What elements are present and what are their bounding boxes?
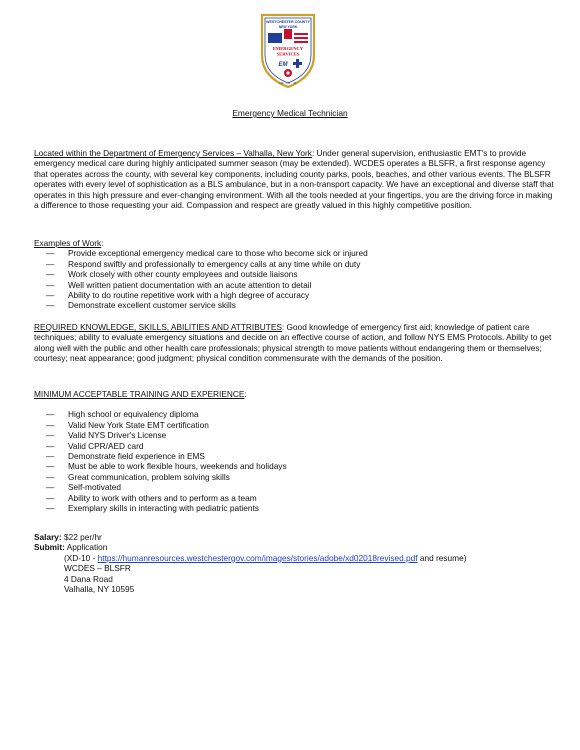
list-item: — High school or equivalency diploma — [34, 409, 554, 419]
application-link-line — [34, 553, 554, 563]
svg-text:HE · NY · 41: HE · NY · 41 — [279, 81, 297, 85]
training-colon: : — [244, 389, 247, 399]
training-list — [34, 409, 554, 513]
list-item: — Valid NYS Driver's License — [34, 430, 554, 440]
training-heading: MINIMUM ACCEPTABLE TRAINING AND EXPERIENCE — [34, 389, 245, 399]
intro-paragraph — [34, 148, 554, 210]
address-line: Valhalla, NY 10595 — [64, 584, 135, 595]
fire-maltese-cross-icon — [284, 69, 292, 77]
intro-body: : Under general supervision, enthusiastic EMT's to provide emergency medical care during highly anticipated summer season (may be extended). WCDES operates a BLSFR, a first response agency that operates across the county, with several key components, including county parks, pools, beaches, and other various events. The BLSFR operates with every level of sophistication as a BLS ambulance, but in a non-transport capacity. We have an exceptional and diverse staff that operates in this high pressure and ever-changing environment. With all the tools needed at your fingertips, you are the driving force in making a difference to those requesting your aid. Compassion and respect are greatly valued in this highly competitive position. — [34, 148, 554, 211]
list-item: — Ability to work with others and to perform as a team — [34, 493, 554, 503]
examples-colon: : — [101, 238, 104, 248]
salary-value: $22 per/hr — [61, 532, 102, 542]
xd-suffix: and resume) — [417, 552, 467, 563]
salary-submit-section — [34, 532, 554, 594]
svg-text:EMERGENCY: EMERGENCY — [272, 46, 304, 51]
salary-label: Salary: — [34, 532, 62, 542]
page-title: Emergency Medical Technician — [232, 108, 348, 118]
list-item: — Respond swiftly and professionally to emergency calls at any time while on duty — [34, 259, 554, 269]
svg-text:WESTCHESTER COUNTY: WESTCHESTER COUNTY — [266, 20, 310, 24]
examples-section — [34, 238, 554, 311]
submit-label: Submit: — [34, 542, 65, 553]
svg-text:SERVICES: SERVICES — [276, 51, 300, 57]
knowledge-heading: REQUIRED KNOWLEDGE, SKILLS, ABILITIES AND ATTRIBUTES — [34, 322, 282, 332]
intro-section — [34, 148, 554, 210]
svg-text:NEW YORK: NEW YORK — [278, 25, 298, 29]
address-line: WCDES – BLSFR — [64, 563, 131, 574]
list-item: — Self-motivated — [34, 482, 554, 492]
address-line: 4 Dana Road — [64, 573, 113, 584]
salary-line — [34, 532, 554, 542]
submit-line — [34, 542, 554, 552]
knowledge-paragraph — [34, 322, 554, 364]
knowledge-body: : Good knowledge of emergency first aid; knowledge of patient care techniques; ability to evaluate emergency situations and decide on an effective course of action, and follow NYS EMS Protocols. Ability to get along well with the public and other health care professionals; physical strength to move patients without endangering them or themselves; courtesy; neat appearance; good judgment; physical condition commensurate with the demands of the position. — [34, 322, 552, 364]
list-item: — Ability to do routine repetitive work with a high degree of accuracy — [34, 290, 554, 300]
list-item: — Demonstrate field experience in EMS — [34, 451, 554, 461]
list-item: — Valid CPR/AED card — [34, 441, 554, 451]
submit-value: Application — [64, 542, 108, 553]
emergency-services-logo — [258, 11, 318, 89]
examples-list — [34, 248, 554, 310]
list-item: — Work closely with other county employees and outside liaisons — [34, 269, 554, 279]
knowledge-section — [34, 322, 554, 364]
list-item: — Valid New York State EMT certification — [34, 420, 554, 430]
shield-badge-icon — [284, 29, 292, 39]
list-item: — Exemplary skills in interacting with pediatric patients — [34, 503, 554, 513]
intro-lead: Located within the Department of Emergency Services – Valhalla, New York — [34, 148, 312, 158]
list-item: — Great communication, problem solving skills — [34, 472, 554, 482]
list-item: — Demonstrate excellent customer service skills — [34, 300, 554, 310]
list-item: — Must be able to work flexible hours, weekends and holidays — [34, 461, 554, 471]
training-section — [34, 389, 554, 513]
examples-heading: Examples of Work — [34, 238, 102, 248]
list-item: — Provide exceptional emergency medical care to those who become sick or injured — [34, 248, 554, 258]
svg-text:EM: EM — [278, 62, 288, 68]
list-item: — Well written patient documentation with an acute attention to detail — [34, 280, 554, 290]
application-form-link[interactable]: https://humanresources.westchestergov.com/images/stories/adobe/xd02018revised.pdf — [97, 552, 418, 563]
xd-prefix: (XD-10 - — [64, 552, 98, 563]
